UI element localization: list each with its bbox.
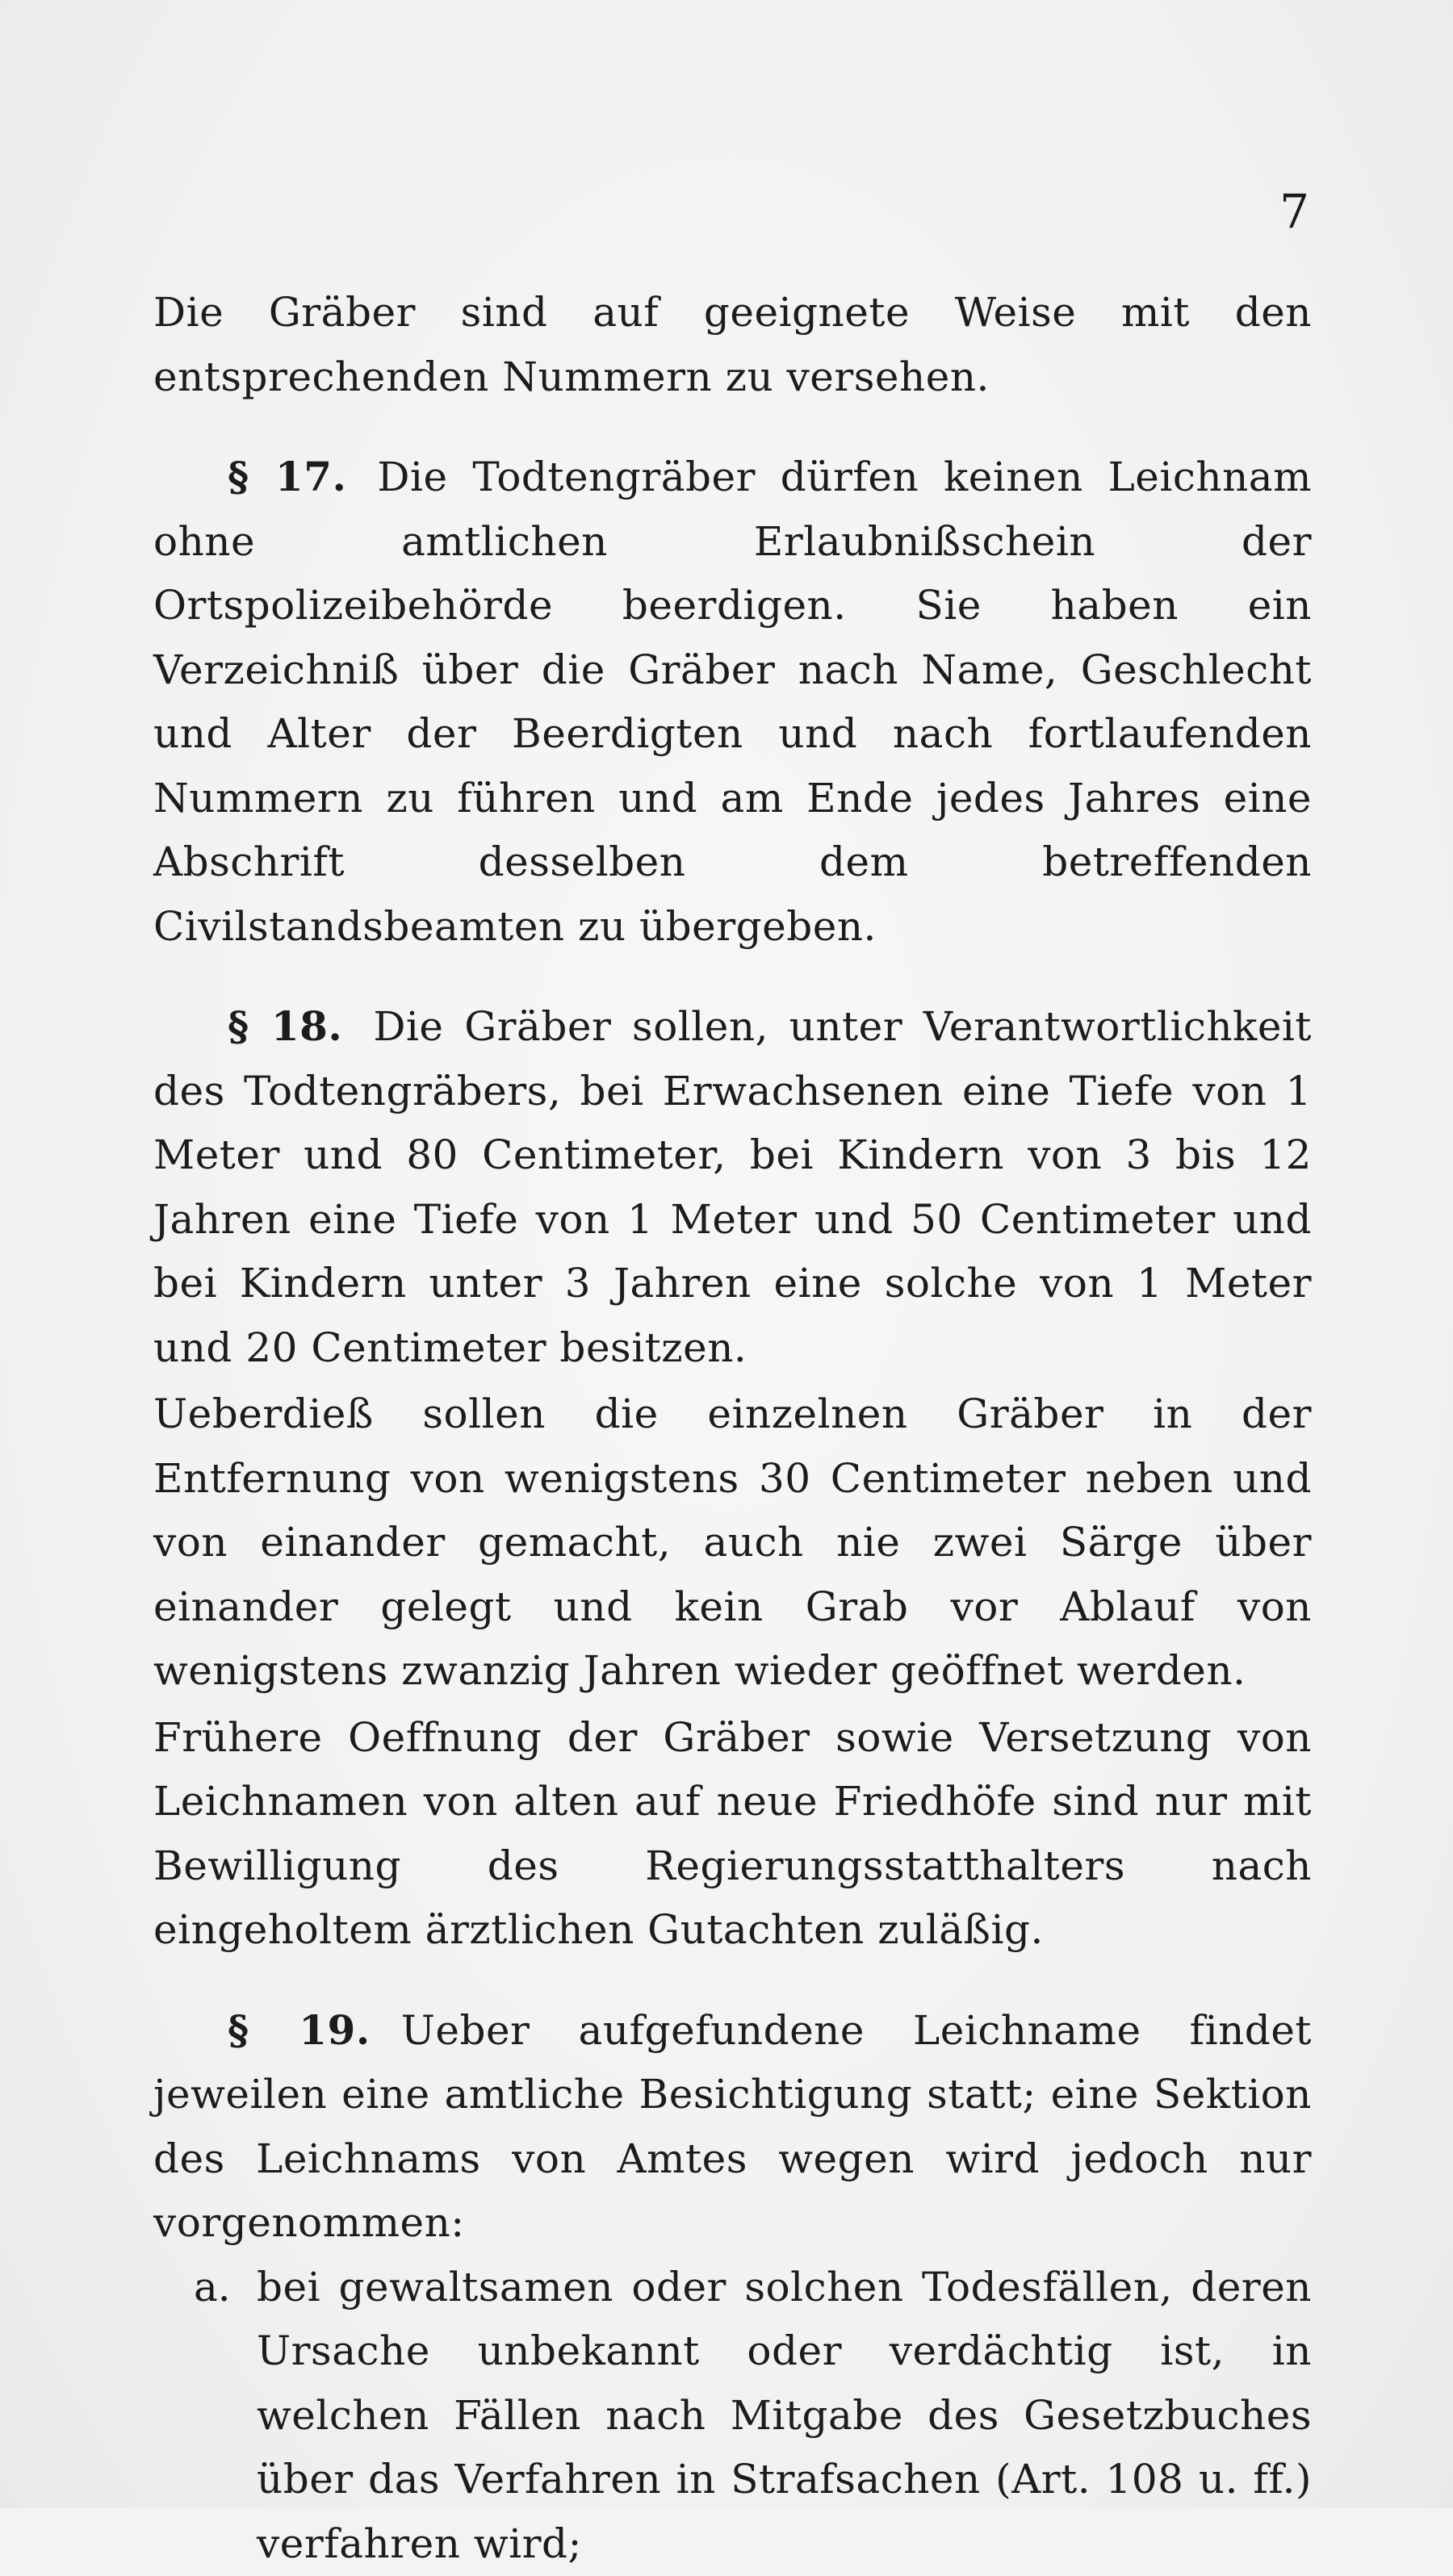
section-18-text: Die Gräber sollen, unter Verantwortlichkeit des Todtengräbers, bei Erwachsenen eine Tiefe von 1 Meter und 80 Centimeter, bei Kindern von 3 bis 12 Jahren eine Tiefe von 1 Meter und 50 Centimeter und bei Kindern unter 3 Jahren eine solche von 1 Meter und 20 Centimeter besitzen. — [153, 1003, 1312, 1371]
list-item-a-label: a. — [153, 2256, 257, 2576]
list-item-a — [153, 2256, 1312, 2576]
section-19 — [153, 1998, 1312, 2256]
page-number: 7 — [1279, 184, 1309, 239]
section-18-mark: § 18. — [228, 1002, 342, 1050]
section-18 — [153, 994, 1312, 1380]
section-17 — [153, 445, 1312, 959]
section-18-paragraph-2: Ueberdieß sollen die einzelnen Gräber in der Entfernung von wenigstens 30 Centimeter neben und von einander gemacht, auch nie zwei Särge über einander gelegt und kein Grab vor Ablauf von wenigstens zwanzig Jahren wieder geöffnet werden. — [153, 1382, 1312, 1704]
list-item-a-text: bei gewaltsamen oder solchen Todesfällen, deren Ursache unbekannt oder verdächtig ist, in welchen Fällen nach Mitgabe des Gesetzbuches über das Verfahren in Strafsachen (Art. 108 u. ff.) verfahren wird; — [257, 2256, 1312, 2576]
section-18-paragraph-3: Frühere Oeffnung der Gräber sowie Versetzung von Leichnamen von alten auf neue Friedhöfe sind nur mit Bewilligung des Regierungsstatthalters nach eingeholtem ärztlichen Gutachten zuläßig. — [153, 1706, 1312, 1963]
section-17-mark: § 17. — [228, 453, 346, 500]
paragraph-intro: Die Gräber sind auf geeignete Weise mit den entsprechenden Nummern zu versehen. — [153, 281, 1312, 409]
section-17-text: Die Todtengräber dürfen keinen Leichnam ohne amtlichen Erlaubnißschein der Ortspolizeibehörde beerdigen. Sie haben ein Verzeichniß über die Gräber nach Name, Geschlecht und Alter der Beerdigten und nach fortlaufenden Nummern zu führen und am Ende jedes Jahres eine Abschrift desselben dem betreffenden Civilstandsbeamten zu übergeben. — [153, 454, 1312, 950]
text-body — [153, 281, 1312, 2576]
section-19-text: Ueber aufgefundene Leichname findet jeweilen eine amtliche Besichtigung statt; eine Sektion des Leichnams von Amtes wegen wird jedoch nur vorgenommen: — [153, 2007, 1312, 2247]
section-19-mark: § 19. — [228, 2006, 371, 2054]
